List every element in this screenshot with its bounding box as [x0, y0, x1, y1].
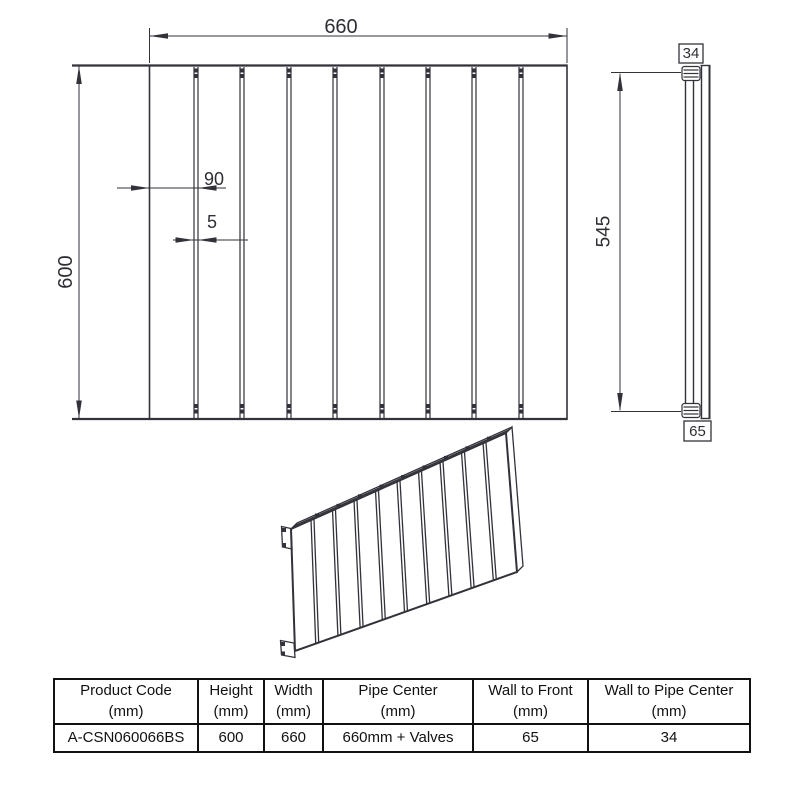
col-header-wall-to-front: Wall to Front (mm)	[473, 679, 588, 724]
spec-table-data-row	[54, 724, 750, 752]
cell-product-code: A-CSN060066BS	[54, 724, 198, 752]
col-header-product-code: Product Code (mm)	[54, 679, 198, 724]
perspective-view	[281, 427, 524, 658]
front-view	[72, 65, 568, 421]
dim-wall-to-pipe-center-label: 34	[682, 45, 700, 62]
dim-5-lines	[173, 237, 248, 243]
col-header-width: Width (mm)	[264, 679, 323, 724]
cell-wall-to-front: 65	[473, 724, 588, 752]
panel-separators	[194, 67, 523, 418]
top-valve	[682, 67, 700, 81]
dim-side-height-label: 545	[593, 215, 615, 248]
cell-wall-to-pipe-center: 34	[588, 724, 750, 752]
dim-545-lines	[611, 73, 681, 412]
dim-wall-to-front-label: 65	[689, 422, 706, 440]
col-header-pipe-center: Pipe Center (mm)	[323, 679, 473, 724]
side-view	[679, 44, 711, 441]
spec-table	[53, 678, 751, 753]
dim-panel-gap-label: 5	[206, 212, 217, 232]
col-header-height: Height (mm)	[198, 679, 264, 724]
dim-panel-pitch-label: 90	[203, 169, 225, 189]
dim-width-label: 660	[324, 16, 358, 38]
col-header-wall-to-pipe-center: Wall to Pipe Center (mm)	[588, 679, 750, 724]
dim-height-label: 600	[55, 255, 77, 289]
cell-pipe-center: 660mm + Valves	[323, 724, 473, 752]
cell-width: 660	[264, 724, 323, 752]
cell-height: 600	[198, 724, 264, 752]
dim-600-lines	[76, 66, 82, 420]
bottom-valve	[682, 404, 700, 418]
spec-table-header-row	[54, 679, 750, 724]
